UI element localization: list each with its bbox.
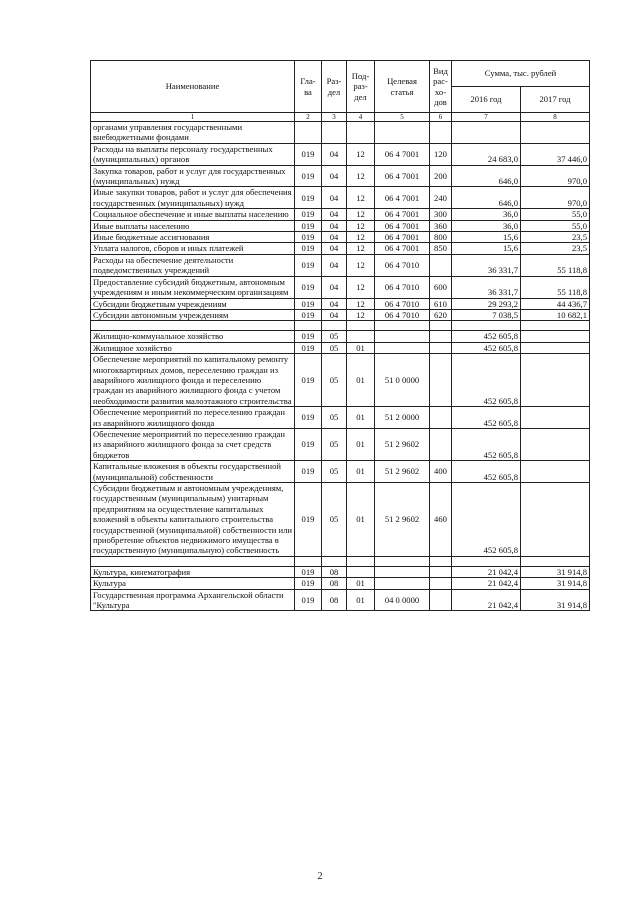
row-podrazdel: 01 — [347, 354, 375, 407]
row-name: органами управления государственными внебюджетными фондами — [91, 122, 295, 144]
row-sum-2016: 452 605,8 — [452, 342, 521, 353]
row-glava: 019 — [295, 220, 322, 231]
table-row — [91, 276, 590, 298]
row-sum-2017: 23,5 — [521, 232, 590, 243]
row-glava: 019 — [295, 354, 322, 407]
row-vid: 120 — [430, 143, 452, 165]
row-sum-2016: 36 331,7 — [452, 254, 521, 276]
row-name: Закупка товаров, работ и услуг для государственных (муниципальных) нужд — [91, 165, 295, 187]
row-razdel: 04 — [322, 220, 347, 231]
row-sum-2017: 55 118,8 — [521, 276, 590, 298]
row-glava: 019 — [295, 428, 322, 460]
row-vid — [430, 342, 452, 353]
row-razdel: 05 — [322, 428, 347, 460]
budget-table — [90, 60, 590, 611]
row-razdel: 08 — [322, 578, 347, 589]
row-vid: 240 — [430, 187, 452, 209]
row-razdel: 05 — [322, 331, 347, 342]
row-vid: 300 — [430, 209, 452, 220]
row-glava: 019 — [295, 483, 322, 557]
row-sum-2017 — [521, 354, 590, 407]
row-vid: 400 — [430, 461, 452, 483]
table-row — [91, 187, 590, 209]
row-razdel: 04 — [322, 165, 347, 187]
table-row — [91, 589, 590, 611]
row-glava: 019 — [295, 209, 322, 220]
row-sum-2017: 44 436,7 — [521, 298, 590, 309]
row-podrazdel: 01 — [347, 342, 375, 353]
row-vid: 360 — [430, 220, 452, 231]
table-row — [91, 220, 590, 231]
table-row — [91, 483, 590, 557]
row-glava: 019 — [295, 243, 322, 254]
row-vid — [430, 566, 452, 577]
row-sum-2016: 21 042,4 — [452, 589, 521, 611]
row-target: 06 4 7001 — [375, 209, 430, 220]
row-sum-2016: 7 038,5 — [452, 309, 521, 320]
row-razdel: 05 — [322, 483, 347, 557]
empty-cell — [521, 321, 590, 331]
row-podrazdel: 12 — [347, 243, 375, 254]
row-razdel — [322, 122, 347, 144]
row-name: Субсидии автономным учреждениям — [91, 309, 295, 320]
row-podrazdel: 12 — [347, 187, 375, 209]
table-row — [91, 243, 590, 254]
header-year-2016: 2016 год — [452, 87, 521, 113]
table-body — [91, 122, 590, 611]
row-razdel: 04 — [322, 232, 347, 243]
table-row — [91, 254, 590, 276]
row-glava: 019 — [295, 407, 322, 429]
row-sum-2016: 646,0 — [452, 187, 521, 209]
row-target: 51 2 9602 — [375, 428, 430, 460]
row-podrazdel: 01 — [347, 428, 375, 460]
row-target: 06 4 7010 — [375, 276, 430, 298]
row-vid: 460 — [430, 483, 452, 557]
row-sum-2016: 15,6 — [452, 243, 521, 254]
row-vid — [430, 122, 452, 144]
column-number: 3 — [322, 113, 347, 122]
row-glava: 019 — [295, 254, 322, 276]
row-podrazdel: 12 — [347, 276, 375, 298]
row-target: 06 4 7001 — [375, 143, 430, 165]
row-target: 06 4 7001 — [375, 232, 430, 243]
empty-cell — [430, 321, 452, 331]
row-sum-2016: 36 331,7 — [452, 276, 521, 298]
row-vid: 620 — [430, 309, 452, 320]
row-glava: 019 — [295, 143, 322, 165]
row-target: 06 4 7010 — [375, 254, 430, 276]
row-sum-2017 — [521, 331, 590, 342]
column-number: 6 — [430, 113, 452, 122]
row-target — [375, 342, 430, 353]
row-podrazdel: 12 — [347, 232, 375, 243]
table-row — [91, 122, 590, 144]
row-glava: 019 — [295, 566, 322, 577]
table-row — [91, 354, 590, 407]
row-vid: 200 — [430, 165, 452, 187]
header-sum: Сумма, тыс. рублей — [452, 61, 590, 87]
header-podrazdel: Под- раз- дел — [347, 61, 375, 113]
row-glava: 019 — [295, 187, 322, 209]
row-sum-2017: 23,5 — [521, 243, 590, 254]
table-row — [91, 428, 590, 460]
row-vid: 850 — [430, 243, 452, 254]
row-podrazdel: 12 — [347, 298, 375, 309]
row-name: Обеспечение мероприятий по капитальному ремонту многоквартирных домов, переселению граждан из аварийного жилищного фонда и переселению граждан из аварийного жилищного фонда с учетом необходимости развития малоэтажного строительства — [91, 354, 295, 407]
row-name: Иные бюджетные ассигнования — [91, 232, 295, 243]
row-vid — [430, 589, 452, 611]
row-podrazdel — [347, 331, 375, 342]
header-vid: Вид рас- хо- дов — [430, 61, 452, 113]
header-glava: Гла- ва — [295, 61, 322, 113]
row-razdel: 04 — [322, 309, 347, 320]
row-glava: 019 — [295, 165, 322, 187]
table-row — [91, 143, 590, 165]
empty-cell — [91, 556, 295, 566]
row-target — [375, 122, 430, 144]
row-target: 51 0 0000 — [375, 354, 430, 407]
row-sum-2017 — [521, 461, 590, 483]
blank-row — [91, 556, 590, 566]
row-name: Расходы на обеспечение деятельности подведомственных учреждений — [91, 254, 295, 276]
row-razdel: 08 — [322, 566, 347, 577]
row-name: Иные выплаты населению — [91, 220, 295, 231]
row-sum-2016: 452 605,8 — [452, 354, 521, 407]
table-row — [91, 407, 590, 429]
empty-cell — [295, 556, 322, 566]
row-glava: 019 — [295, 331, 322, 342]
row-target — [375, 578, 430, 589]
row-podrazdel: 12 — [347, 309, 375, 320]
row-target: 06 4 7010 — [375, 298, 430, 309]
row-sum-2017 — [521, 122, 590, 144]
row-podrazdel: 01 — [347, 461, 375, 483]
header-name: Наименование — [91, 61, 295, 113]
row-razdel: 04 — [322, 187, 347, 209]
row-glava — [295, 122, 322, 144]
row-target: 51 2 9602 — [375, 483, 430, 557]
row-sum-2016: 21 042,4 — [452, 578, 521, 589]
row-sum-2016: 452 605,8 — [452, 483, 521, 557]
table-row — [91, 232, 590, 243]
row-glava: 019 — [295, 461, 322, 483]
table-row — [91, 566, 590, 577]
row-vid — [430, 407, 452, 429]
row-podrazdel: 12 — [347, 254, 375, 276]
table-row — [91, 578, 590, 589]
row-name: Обеспечение мероприятий по переселению граждан из аварийного жилищного фонда за счет средств бюджетов — [91, 428, 295, 460]
table-row — [91, 309, 590, 320]
row-razdel: 04 — [322, 243, 347, 254]
row-name: Иные закупки товаров, работ и услуг для обеспечения государственных (муниципальных) нужд — [91, 187, 295, 209]
blank-row — [91, 321, 590, 331]
row-sum-2016: 452 605,8 — [452, 331, 521, 342]
row-sum-2017: 55,0 — [521, 209, 590, 220]
row-podrazdel: 01 — [347, 407, 375, 429]
row-razdel: 04 — [322, 276, 347, 298]
row-sum-2016: 452 605,8 — [452, 407, 521, 429]
empty-cell — [347, 556, 375, 566]
row-name: Обеспечение мероприятий по переселению граждан из аварийного жилищного фонда — [91, 407, 295, 429]
row-sum-2017: 10 682,1 — [521, 309, 590, 320]
row-name: Культура — [91, 578, 295, 589]
row-vid — [430, 354, 452, 407]
empty-cell — [347, 321, 375, 331]
row-name: Предоставление субсидий бюджетным, автономным учреждениям и иным некоммерческим организациям — [91, 276, 295, 298]
row-glava: 019 — [295, 309, 322, 320]
empty-cell — [521, 556, 590, 566]
row-razdel: 05 — [322, 461, 347, 483]
row-glava: 019 — [295, 342, 322, 353]
row-target: 06 4 7001 — [375, 243, 430, 254]
row-target: 04 0 0000 — [375, 589, 430, 611]
row-sum-2017: 970,0 — [521, 187, 590, 209]
row-razdel: 04 — [322, 143, 347, 165]
empty-cell — [375, 556, 430, 566]
row-sum-2016: 36,0 — [452, 209, 521, 220]
row-sum-2016: 452 605,8 — [452, 461, 521, 483]
row-vid — [430, 578, 452, 589]
empty-cell — [375, 321, 430, 331]
row-sum-2016: 452 605,8 — [452, 428, 521, 460]
row-name: Субсидии бюджетным и автономным учреждениям, государственным (муниципальным) унитарным предприятиям на осуществление капитальных вложений в объекты капитального строительства государственной (муниципальной) собственности или приобретение объектов недвижимого имущества в государственную (муниципальную) собственность — [91, 483, 295, 557]
row-glava: 019 — [295, 589, 322, 611]
row-sum-2017 — [521, 342, 590, 353]
table-row — [91, 342, 590, 353]
page-number: 2 — [317, 871, 323, 882]
row-razdel: 05 — [322, 407, 347, 429]
row-podrazdel — [347, 566, 375, 577]
empty-cell — [452, 321, 521, 331]
header-razdel: Раз- дел — [322, 61, 347, 113]
column-number: 8 — [521, 113, 590, 122]
row-target: 06 4 7001 — [375, 187, 430, 209]
row-podrazdel: 12 — [347, 209, 375, 220]
row-name: Капитальные вложения в объекты государственной (муниципальной) собственности — [91, 461, 295, 483]
empty-cell — [295, 321, 322, 331]
row-target: 06 4 7001 — [375, 165, 430, 187]
row-sum-2017: 970,0 — [521, 165, 590, 187]
row-glava: 019 — [295, 276, 322, 298]
table-row — [91, 209, 590, 220]
row-glava: 019 — [295, 578, 322, 589]
row-sum-2017 — [521, 407, 590, 429]
row-target — [375, 331, 430, 342]
empty-cell — [322, 321, 347, 331]
row-sum-2017 — [521, 483, 590, 557]
row-razdel: 05 — [322, 354, 347, 407]
row-sum-2016: 36,0 — [452, 220, 521, 231]
row-name: Уплата налогов, сборов и иных платежей — [91, 243, 295, 254]
row-razdel: 05 — [322, 342, 347, 353]
row-sum-2017: 55 118,8 — [521, 254, 590, 276]
row-sum-2016: 646,0 — [452, 165, 521, 187]
row-sum-2016: 15,6 — [452, 232, 521, 243]
row-vid — [430, 331, 452, 342]
row-glava: 019 — [295, 232, 322, 243]
row-podrazdel: 12 — [347, 165, 375, 187]
row-podrazdel: 12 — [347, 220, 375, 231]
row-target: 06 4 7001 — [375, 220, 430, 231]
table-row — [91, 165, 590, 187]
column-number: 5 — [375, 113, 430, 122]
row-podrazdel: 12 — [347, 143, 375, 165]
row-name: Субсидии бюджетным учреждениям — [91, 298, 295, 309]
row-name: Жилищно-коммунальное хозяйство — [91, 331, 295, 342]
row-podrazdel — [347, 122, 375, 144]
row-name: Социальное обеспечение и иные выплаты населению — [91, 209, 295, 220]
row-sum-2017: 37 446,0 — [521, 143, 590, 165]
row-razdel: 04 — [322, 209, 347, 220]
row-podrazdel: 01 — [347, 578, 375, 589]
row-sum-2016 — [452, 122, 521, 144]
row-razdel: 04 — [322, 298, 347, 309]
row-name: Жилищное хозяйство — [91, 342, 295, 353]
row-podrazdel: 01 — [347, 589, 375, 611]
row-name: Государственная программа Архангельской области "Культура — [91, 589, 295, 611]
row-glava: 019 — [295, 298, 322, 309]
row-target: 51 2 0000 — [375, 407, 430, 429]
row-sum-2016: 24 683,0 — [452, 143, 521, 165]
row-sum-2017: 31 914,8 — [521, 578, 590, 589]
column-number: 7 — [452, 113, 521, 122]
row-razdel: 08 — [322, 589, 347, 611]
empty-cell — [452, 556, 521, 566]
row-podrazdel: 01 — [347, 483, 375, 557]
table-row — [91, 298, 590, 309]
row-vid: 600 — [430, 276, 452, 298]
column-number: 1 — [91, 113, 295, 122]
row-vid — [430, 254, 452, 276]
empty-cell — [91, 321, 295, 331]
row-target: 51 2 9602 — [375, 461, 430, 483]
table-row — [91, 461, 590, 483]
row-sum-2017: 55,0 — [521, 220, 590, 231]
row-vid: 800 — [430, 232, 452, 243]
row-sum-2016: 21 042,4 — [452, 566, 521, 577]
header-target: Целевая статья — [375, 61, 430, 113]
header-year-2017: 2017 год — [521, 87, 590, 113]
row-name: Расходы на выплаты персоналу государственных (муниципальных) органов — [91, 143, 295, 165]
row-target: 06 4 7010 — [375, 309, 430, 320]
row-sum-2017: 31 914,8 — [521, 566, 590, 577]
row-sum-2017: 31 914,8 — [521, 589, 590, 611]
row-vid: 610 — [430, 298, 452, 309]
empty-cell — [430, 556, 452, 566]
empty-cell — [322, 556, 347, 566]
table-row — [91, 331, 590, 342]
column-number: 2 — [295, 113, 322, 122]
row-razdel: 04 — [322, 254, 347, 276]
row-sum-2016: 29 293,2 — [452, 298, 521, 309]
row-target — [375, 566, 430, 577]
row-sum-2017 — [521, 428, 590, 460]
row-name: Культура, кинематография — [91, 566, 295, 577]
row-vid — [430, 428, 452, 460]
column-number: 4 — [347, 113, 375, 122]
